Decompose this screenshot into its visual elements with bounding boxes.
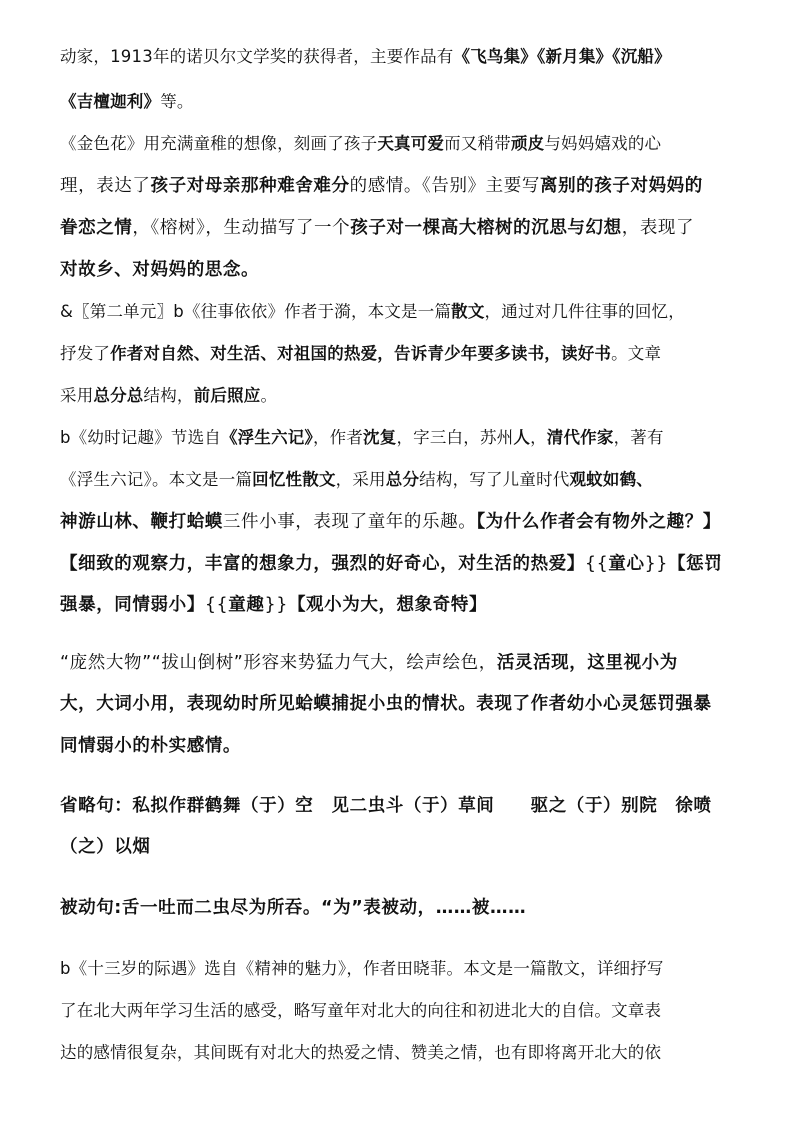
pangran-line-2: 大，大词小用，表现幼时所见蛤蟆捕捉小虫的情状。表现了作者幼小心灵惩罚强暴 xyxy=(60,694,712,714)
text-run: “庞然大物”“拔山倒树”形容来势猛力气大，绘声绘色， xyxy=(60,653,497,673)
text-run: ，采用 xyxy=(335,470,386,489)
jinsehua-line-3 xyxy=(60,217,694,239)
bold-text-run: 作者对自然、对生活、对祖国的热爱，告诉青少年要多读书，读好书 xyxy=(110,344,612,363)
text-run: 动家，1913年的诺贝尔文学奖的获得者，主要作品有 xyxy=(60,47,454,66)
text-run: 《浮生六记》。本文是一篇 xyxy=(60,470,253,489)
pangran-line-1 xyxy=(60,652,678,674)
bold-text-run: 顽皮 xyxy=(510,134,545,153)
wangshi-line-1 xyxy=(60,301,685,323)
bold-text-run: 童心 xyxy=(608,554,645,574)
text-run: }} xyxy=(644,554,669,574)
text-run: 《金色花》用充满童稚的想像，刻画了孩子 xyxy=(60,134,378,153)
bold-text-run: 散文 xyxy=(451,302,485,321)
text-run: ，作者 xyxy=(312,428,364,447)
jinsehua-line-4: 对故乡、对妈妈的思念。 xyxy=(60,260,260,280)
text-run: 采用 xyxy=(60,386,94,405)
text-run: 理，表达了 xyxy=(60,176,151,196)
text-run: 三件小事，表现了童年的乐趣。 xyxy=(222,512,477,532)
text-run: 等。 xyxy=(160,92,194,111)
bold-text-run: 孩子对母亲那种难舍难分 xyxy=(150,176,350,196)
wangshi-line-2 xyxy=(60,343,661,365)
bold-text-run: 【惩罚 xyxy=(668,554,723,574)
bold-text-run: 【观小为大，想象奇特】 xyxy=(287,595,488,615)
text-run: {{ xyxy=(204,595,229,615)
text-run: ，字三白，苏州 xyxy=(396,428,514,447)
text-run: 结构， xyxy=(143,386,194,405)
text-run: 结构，写了儿童时代 xyxy=(419,470,570,489)
bold-text-run: 清代作家 xyxy=(546,428,614,447)
text-run: 抒发了 xyxy=(60,344,111,363)
bold-text-run: 《飞鸟集》《新月集》《沉船》 xyxy=(453,47,671,66)
bold-text-run: 《浮生六记》 xyxy=(220,428,313,447)
shisansui-line-1: b《十三岁的际遇》选自《精神的魅力》，作者田晓菲。本文是一篇散文，详细抒写 xyxy=(60,959,664,978)
text-run: ，表现了 xyxy=(621,218,695,238)
bold-text-run: 回忆性散文 xyxy=(252,470,336,489)
youshi-line-3 xyxy=(60,511,721,533)
youshi-line-2 xyxy=(60,469,653,491)
text-run: 的感情。《告别》主要写 xyxy=(349,176,540,196)
bold-text-run: 强暴，同情弱小】 xyxy=(60,595,205,615)
text-run: ，通过对几件往事的回忆， xyxy=(484,302,685,321)
bold-text-run: 眷恋之情 xyxy=(60,218,133,238)
text-run: }} xyxy=(264,595,288,615)
bold-text-run: 孩子对一棵高大榕树的沉思与幻想 xyxy=(350,218,622,238)
wangshi-line-3 xyxy=(60,385,277,407)
text-run: 。 xyxy=(260,386,278,405)
bold-text-run: 【细致的观察力，丰富的想象力，强烈的好奇心，对生活的热爱】 xyxy=(60,554,585,574)
intro-line-1 xyxy=(60,46,671,68)
bold-text-run: 前后照应 xyxy=(193,386,261,405)
text-run: ，著有 xyxy=(613,428,664,447)
text-run: 。文章 xyxy=(611,344,662,363)
bold-text-run: 总分总 xyxy=(93,386,144,405)
text-run: 而又稍带 xyxy=(444,134,511,153)
youshi-line-1 xyxy=(60,427,664,449)
bold-text-run: 神游山林、鞭打蛤蟆 xyxy=(60,512,223,532)
shisansui-line-3: 达的感情很复杂，其间既有对北大的热爱之情、赞美之情，也有即将离开北大的依 xyxy=(60,1043,662,1062)
beidong-line-1: 被动句:舌一吐而二虫尽为所吞。“为”表被动，……被…… xyxy=(60,898,527,918)
text-run: {{ xyxy=(584,554,609,574)
bold-text-run: 离别的孩子对妈妈的 xyxy=(539,176,703,196)
pangran-line-3: 同情弱小的朴实感情。 xyxy=(60,736,241,756)
bold-text-run: 童趣 xyxy=(228,595,265,615)
text-run: ， xyxy=(530,428,547,447)
youshi-line-5 xyxy=(60,594,487,616)
jinsehua-line-2 xyxy=(60,175,703,197)
bold-text-run: 总分 xyxy=(385,470,420,489)
text-run: 与妈妈嬉戏的心 xyxy=(544,134,662,153)
shenglue-line-1: 省略句：私拟作群鹤舞（于）空 见二虫斗（于）草间 驱之（于）别院 徐喷 xyxy=(60,796,712,816)
shenglue-line-2: （之）以烟 xyxy=(60,837,151,857)
bold-text-run: 天真可爱 xyxy=(377,134,445,153)
bold-text-run: 观蚊如鹤、 xyxy=(569,470,653,489)
text-run: &〖第二单元〗b《往事依依》作者于漪，本文是一篇 xyxy=(60,302,452,321)
bold-text-run: 人 xyxy=(513,428,531,447)
shisansui-line-2: 了在北大两年学习生活的感受，略写童年对北大的向往和初进北大的自信。文章表 xyxy=(60,1001,662,1020)
bold-text-run: 沈复 xyxy=(363,428,397,447)
bold-text-run: 【为什么作者会有物外之趣？】 xyxy=(476,512,721,532)
bold-text-run: 《吉檀迦利》 xyxy=(60,92,161,111)
intro-line-2 xyxy=(60,91,194,113)
bold-text-run: 活灵活现，这里视小为 xyxy=(496,653,678,673)
jinsehua-line-1 xyxy=(60,133,661,155)
youshi-line-4 xyxy=(60,553,722,575)
text-run: b《幼时记趣》节选自 xyxy=(60,428,221,447)
text-run: ，《榕树》，生动描写了一个 xyxy=(132,218,351,238)
